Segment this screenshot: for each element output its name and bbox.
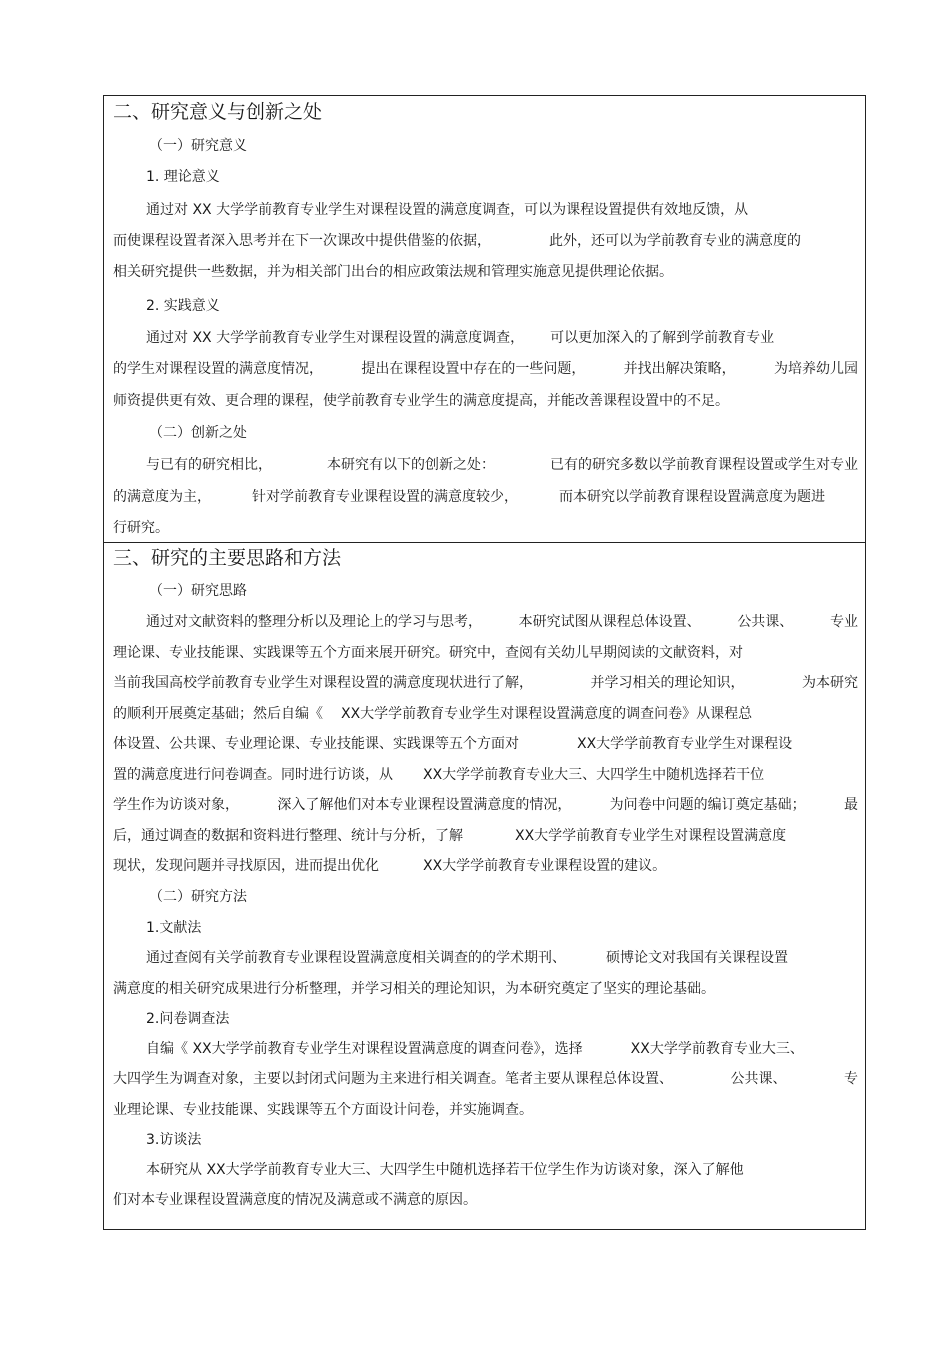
paragraph-line bbox=[113, 705, 752, 723]
text-segment: 并学习相关的理论知识， bbox=[590, 675, 745, 691]
text-segment: 公共课、 bbox=[737, 614, 794, 630]
text-segment: 现状，发现问题并寻找原因，进而提出优化 bbox=[113, 858, 379, 874]
text-segment: 提出在课程设置中存在的一些问题， bbox=[361, 361, 586, 377]
section3-heading: 三、研究的主要思路和方法 bbox=[113, 547, 342, 569]
text-segment: 后，通过调查的数据和资料进行整理、统计与分析，了解 bbox=[113, 828, 463, 844]
paragraph-line: 本研究从 XX大学学前教育专业大三、大四学生中随机选择若干位学生作为访谈对象，深入了解他 bbox=[146, 1162, 744, 1178]
text-segment: 自编《 XX大学学前教育专业学生对课程设置满意度的调查问卷》，选择 bbox=[146, 1041, 583, 1057]
text-segment: XX大学学前教育专业大三、大四学生中随机选择若干位 bbox=[423, 767, 765, 783]
paragraph-line bbox=[146, 949, 788, 967]
section-research-approach bbox=[104, 543, 865, 1229]
text-segment: 置的满意度进行问卷调查。同时进行访谈，从 bbox=[113, 767, 393, 783]
text-segment: 而使课程设置者深入思考并在下一次课改中提供借鉴的依据， bbox=[113, 233, 491, 249]
text-segment: 通过对 XX 大学学前教育专业学生对课程设置的满意度调查， bbox=[146, 330, 525, 346]
sub-research-significance: （一）研究意义 bbox=[149, 138, 247, 154]
paragraph-line bbox=[146, 613, 858, 631]
paragraph-line bbox=[113, 232, 801, 250]
method-literature-title: 1.文献法 bbox=[146, 920, 202, 936]
paragraph-line: 师资提供更有效、更合理的课程，使学前教育专业学生的满意度提高，并能改善课程设置中的不足。 bbox=[113, 393, 729, 409]
text-segment: 最 bbox=[843, 797, 858, 813]
text-segment: 的顺利开展奠定基础；然后自编《 bbox=[113, 706, 323, 722]
text-segment: 为问卷中问题的编订奠定基础； bbox=[609, 797, 806, 813]
paragraph-line: 们对本专业课程设置满意度的情况及满意或不满意的原因。 bbox=[113, 1192, 477, 1208]
paragraph-line: 满意度的相关研究成果进行分析整理，并学习相关的理论知识，为本研究奠定了坚实的理论基础。 bbox=[113, 981, 715, 997]
item-theoretical-significance: 1. 理论意义 bbox=[146, 169, 220, 185]
paragraph-line: 相关研究提供一些数据，并为相关部门出台的相应政策法规和管理实施意见提供理论依据。 bbox=[113, 264, 673, 280]
paragraph-line: 通过对 XX 大学学前教育专业学生对课程设置的满意度调查，可以为课程设置提供有效地反馈，从 bbox=[146, 202, 749, 218]
text-segment: 的学生对课程设置的满意度情况， bbox=[113, 361, 323, 377]
paragraph-line bbox=[113, 827, 786, 845]
text-segment: 通过对文献资料的整理分析以及理论上的学习与思考， bbox=[146, 614, 482, 630]
paragraph-line bbox=[146, 456, 858, 474]
text-segment: 专 bbox=[844, 1071, 858, 1087]
paragraph-line bbox=[113, 488, 825, 506]
text-segment: 公共课、 bbox=[730, 1071, 787, 1087]
item-practical-significance: 2. 实践意义 bbox=[146, 298, 220, 314]
paragraph-line bbox=[113, 674, 858, 692]
text-segment: 通过查阅有关学前教育专业课程设置满意度相关调查的的学术期刊、 bbox=[146, 950, 566, 966]
section-research-significance bbox=[104, 96, 865, 543]
sub-research-methods: （二）研究方法 bbox=[149, 889, 247, 905]
proposal-table bbox=[103, 95, 866, 1230]
text-segment: 硕博论文对我国有关课程设置 bbox=[606, 950, 788, 966]
paragraph-line: 理论课、专业技能课、实践课等五个方面来展开研究。研究中，查阅有关幼儿早期阅读的文献资料，对 bbox=[113, 645, 743, 661]
paragraph-line bbox=[113, 735, 792, 753]
text-segment: 此外，还可以为学前教育专业的满意度的 bbox=[549, 233, 801, 249]
paragraph-line bbox=[113, 766, 764, 784]
paragraph-line bbox=[146, 1040, 804, 1058]
text-segment: 已有的研究多数以学前教育课程设置或学生对专业 bbox=[550, 457, 858, 473]
text-segment: 当前我国高校学前教育专业学生对课程设置的满意度现状进行了解， bbox=[113, 675, 533, 691]
text-segment: XX大学学前教育专业学生对课程设 bbox=[577, 736, 793, 752]
paragraph-line: 行研究。 bbox=[113, 520, 169, 536]
paragraph-line bbox=[146, 329, 774, 347]
text-segment: 针对学前教育专业课程设置的满意度较少， bbox=[252, 489, 518, 505]
paragraph-line bbox=[113, 796, 858, 814]
text-segment: 与已有的研究相比， bbox=[146, 457, 272, 473]
text-segment: XX大学学前教育专业课程设置的建议。 bbox=[423, 858, 667, 874]
text-segment: 深入了解他们对本专业课程设置满意度的情况， bbox=[277, 797, 572, 813]
section2-heading: 二、研究意义与创新之处 bbox=[113, 101, 323, 123]
paragraph-line: 业理论课、专业技能课、实践课等五个方面设计问卷，并实施调查。 bbox=[113, 1102, 533, 1118]
text-segment: 学生作为访谈对象， bbox=[113, 797, 239, 813]
text-segment: 为培养幼儿园 bbox=[773, 361, 858, 377]
text-segment: 并找出解决策略， bbox=[623, 361, 736, 377]
text-segment: XX大学学前教育专业大三、 bbox=[630, 1041, 804, 1057]
text-segment: 可以更加深入的了解到学前教育专业 bbox=[550, 330, 775, 346]
method-interview-title: 3.访谈法 bbox=[146, 1132, 202, 1148]
sub-innovation: （二）创新之处 bbox=[149, 425, 247, 441]
text-segment: 而本研究以学前教育课程设置满意度为题进 bbox=[559, 489, 825, 505]
text-segment: 的满意度为主， bbox=[113, 489, 211, 505]
text-segment: 本研究试图从课程总体设置、 bbox=[518, 614, 701, 630]
paragraph-line bbox=[113, 360, 858, 378]
text-segment: 专业 bbox=[829, 614, 858, 630]
text-segment: 大四学生为调查对象，主要以封闭式问题为主来进行相关调查。笔者主要从课程总体设置、 bbox=[113, 1071, 673, 1087]
text-segment: XX大学学前教育专业学生对课程设置满意度的调查问卷》从课程总 bbox=[341, 706, 753, 722]
paragraph-line bbox=[113, 1070, 858, 1088]
sub-research-ideas: （一）研究思路 bbox=[149, 583, 247, 599]
text-segment: 本研究有以下的创新之处： bbox=[327, 457, 495, 473]
method-questionnaire-title: 2.问卷调查法 bbox=[146, 1011, 230, 1027]
text-segment: XX大学学前教育专业学生对课程设置满意度 bbox=[515, 828, 787, 844]
text-segment: 体设置、公共课、专业理论课、专业技能课、实践课等五个方面对 bbox=[113, 736, 519, 752]
text-segment: 为本研究 bbox=[802, 675, 858, 691]
paragraph-line bbox=[113, 857, 666, 875]
